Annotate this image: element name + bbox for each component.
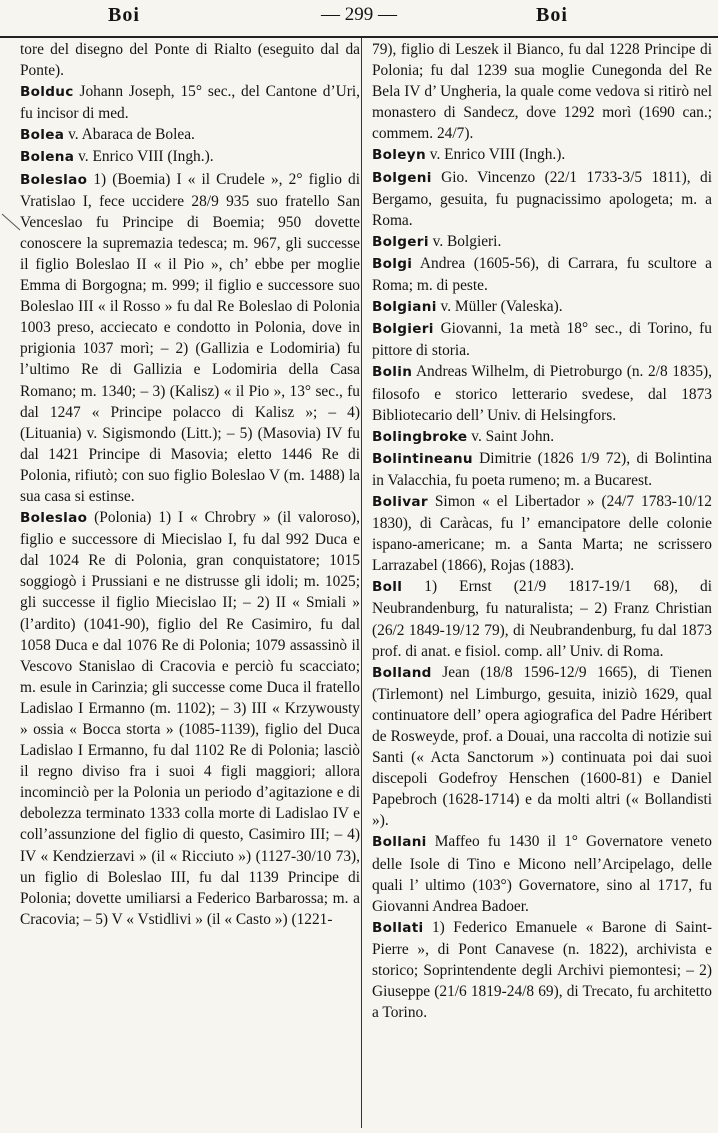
entry-bolgi bbox=[372, 253, 712, 296]
entry-bolea bbox=[20, 124, 360, 146]
entry-bolivar bbox=[372, 491, 712, 576]
entry-text: v. Saint John. bbox=[467, 427, 555, 445]
entry-bolland bbox=[372, 662, 712, 832]
header-left-guideword: Boi bbox=[108, 4, 140, 26]
entry-headword: Bolgieri bbox=[372, 321, 434, 338]
entry-text: v. Enrico VIII (Ingh.). bbox=[74, 148, 214, 166]
column-divider bbox=[361, 38, 362, 1128]
entry-text: 1) Federico Emanuele « Barone di Saint-Pierre », di Pont Canavese (n. 1822), archivista e storico; Soprintendente degli Archivi piemontesi; – 2) Giuseppe (21/6 1819-24/8 69), di Trecato, fu architetto a Torino. bbox=[372, 918, 712, 1022]
entry-text: (Polonia) 1) I « Chrobry » (il valoroso), figlio e successore di Miecislao I, fu dal 992 Duca e dal 1024 Re di Polonia, gran conquistatore; 1015 soggiogò i Prussiani e ne distrusse gli idoli; m. 1025; gli successe il figlio Miecislao II; – 2) II « Smiali » (l’ardito) (1041-90), figlio del Re Casimiro, fu dal 1058 Duca e dal 1076 Re di Polonia; 1079 assassinò il Vescovo Stanislao di Cracovia e perciò fu scacciato; m. esule in Carinzia; gli successe come Duca il fratello Ladislao I Ermanno (m. 1102); – 3) III « Krzywousty » ossia « Bocca storta » (1085-1139), figlio del Duca Ladislao I Ermanno, fu dal 1102 Re di Polonia; lasciò il regno diviso fra i suoi 4 figli maggiori; allora incominciò per la Polonia un periodo d’agitazione e di debolezza terminato 1333 colla morte di Ladislao IV e coll’assunzione del figlio di questo, Casimiro III; – 4) IV « Kendzierzavi » (il « Ricciuto ») (1127-30/10 73), un figlio di Boleslao III, fu dal 1139 Principe di Polonia; dovette umiliarsi a Federico Barbarossa; m. a Cracovia; – 5) V « Vstidlivi » (il « Casto ») (1221- bbox=[20, 509, 360, 928]
entry-headword: Boleslao bbox=[20, 171, 88, 188]
page-header bbox=[0, 0, 718, 38]
entry-bolgieri bbox=[372, 318, 712, 361]
entry-text: Andrea (1605-56), di Carrara, fu scultore a Roma; m. di peste. bbox=[372, 254, 712, 295]
entry-text: Andreas Wilhelm, di Pietroburgo (n. 2/8 1835), filosofo e storico letterario svedese, dal 1873 Bibliotecario dell’ Univ. di Helsingfors. bbox=[372, 363, 712, 424]
entry-headword: Bolgeri bbox=[372, 233, 429, 250]
entry-text: Giovanni, 1a metà 18° sec., di Torino, fu pittore di storia. bbox=[372, 320, 712, 360]
entry-text: Simon « el Libertador » (24/7 1783-10/12 1830), di Caràcas, fu l’ emancipatore delle colonie ispano-americane; m. a Santa Marta; ne scrissero Larrazabel (1866), Rojas (1883). bbox=[372, 492, 712, 575]
entry-bolingbroke bbox=[372, 426, 712, 448]
entry-boleyn bbox=[372, 144, 712, 166]
header-right-guideword: Boi bbox=[536, 4, 568, 26]
entry-boleslao-polonia bbox=[20, 507, 360, 930]
entry-headword: Bolivar bbox=[372, 493, 428, 510]
entry-headword: Bolintineanu bbox=[372, 450, 473, 467]
entry-boll bbox=[372, 576, 712, 661]
entry-headword: Bolin bbox=[372, 364, 413, 381]
entry-bolgiani bbox=[372, 296, 712, 318]
entry-headword: Bollati bbox=[372, 919, 424, 936]
entry-text: v. Enrico VIII (Ingh.). bbox=[425, 146, 566, 164]
entry-bolgeni bbox=[372, 167, 712, 231]
entry-bollani bbox=[372, 831, 712, 916]
entry-bolena bbox=[20, 146, 360, 168]
entry-continuation bbox=[20, 39, 360, 81]
entry-text: v. Abaraca de Bolea. bbox=[64, 126, 195, 144]
entry-headword: Boleslao bbox=[20, 510, 88, 527]
entry-bolgeri bbox=[372, 231, 712, 253]
entry-headword: Bolea bbox=[20, 127, 65, 144]
entry-continuation bbox=[372, 39, 712, 144]
entry-text: 79), figlio di Leszek il Bianco, fu dal 1228 Principe di Polonia; fu dal 1239 sua moglie Cunegonda del Re Bela IV d’ Ungheria, la quale come vedova si ritirò nel monastero di Sandecz, dove 1292 morì (1690 can.; commem. 24/7). bbox=[372, 41, 712, 143]
entry-bolduc bbox=[20, 81, 360, 124]
entry-headword: Bolland bbox=[372, 664, 432, 681]
entry-headword: Bolduc bbox=[20, 84, 74, 101]
left-column bbox=[20, 39, 360, 930]
entry-text: v. Müller (Valeska). bbox=[436, 298, 563, 316]
entry-text: Gio. Vincenzo (22/1 1733-3/5 1811), di Bergamo, gesuita, fu pugnacissimo apologeta; m. a Roma. bbox=[372, 168, 712, 229]
entry-headword: Bollani bbox=[372, 834, 427, 851]
entry-bollati bbox=[372, 917, 712, 1023]
entry-bolintineanu bbox=[372, 448, 712, 491]
entry-text: Johann Joseph, 15° sec., del Cantone d’Uri, fu incisor di med. bbox=[20, 83, 360, 123]
entry-headword: Boll bbox=[372, 579, 403, 596]
entry-text: 1) (Boemia) I « il Crudele », 2° figlio di Vratislao I, fece uccidere 28/9 935 suo fratello San Venceslao fu Principe di Boemia; 950 dovette conoscere la supremazia tedesca; m. 967, gli successe il figlio Boleslao II « il Pio », ch’ ebbe per moglie Emma di Borgogna; m. 999; il figlio e successore suo Boleslao III « il Rosso » fu dal Re Boleslao di Polonia 1003 preso, acciecato e condotto in Polonia, dove in prigionia 1037 morì; – 2) (Gallizia e Lodomiria) fu l’ultimo Re di Gallizia e Lodomiria della Casa Romano; m. 1340; – 3) (Kalisz) « il Pio », 13° sec., fu dal 1247 « Principe polacco di Kalisz »; – 4) (Lituania) v. Sigismondo (Litt.); – 5) (Masovia) IV fu dal 1421 Principe di Masovia; eletto 1446 Re di Polonia, rifiutò; con suo figlio Boleslao V (m. 1488) la sua casa si estinse. bbox=[20, 170, 360, 505]
entry-headword: Bolingbroke bbox=[372, 428, 468, 445]
entry-headword: Bolgiani bbox=[372, 299, 437, 316]
entry-headword: Bolgi bbox=[372, 255, 413, 272]
entry-text: tore del disegno del Ponte di Rialto (eseguito dal da Ponte). bbox=[20, 41, 360, 80]
entry-headword: Bolgeni bbox=[372, 169, 432, 186]
entry-text: Jean (18/8 1596-12/9 1665), di Tienen (Tirlemont) nel Limburgo, gesuita, iniziò 1629, qual continuatore dell’ opera agiografica del Padre Héribert de Rosweyde, prof. a Douai, una raccolta di notizie sui Santi (« Acta Sanctorum ») continuata poi dai suoi discepoli Godefroy Henschen (1600-81) e Daniel Papebroch (1628-1714) e da molti altri (« Bollandisti »). bbox=[372, 663, 712, 830]
entry-headword: Bolena bbox=[20, 149, 75, 166]
entry-boleslao-boemia bbox=[20, 169, 360, 508]
entry-text: Maffeo fu 1430 il 1° Governatore veneto delle Isole di Tino e Micono nell’Arcipelago, delle quali l’ ultimo (103°) Governatore, sino al 1717, fu Giovanni Andrea Badoer. bbox=[372, 833, 712, 915]
entry-text: Dimitrie (1826 1/9 72), di Bolintina in Valacchia, fu poeta rumeno; m. a Bucarest. bbox=[372, 449, 712, 489]
entry-headword: Boleyn bbox=[372, 147, 426, 164]
right-column bbox=[372, 39, 712, 1023]
entry-text: 1) Ernst (21/9 1817-19/1 68), di Neubrandenburg, fu naturalista; – 2) Franz Christian (26/2 1849-19/12 79), di Neubrandenburg, fu dal 1873 prof. di anat. e fisiol. comp. all’ Univ. di Roma. bbox=[372, 578, 712, 660]
entry-text: v. Bolgieri. bbox=[428, 232, 502, 250]
page-number: — 299 — bbox=[321, 4, 397, 25]
entry-bolin bbox=[372, 361, 712, 425]
